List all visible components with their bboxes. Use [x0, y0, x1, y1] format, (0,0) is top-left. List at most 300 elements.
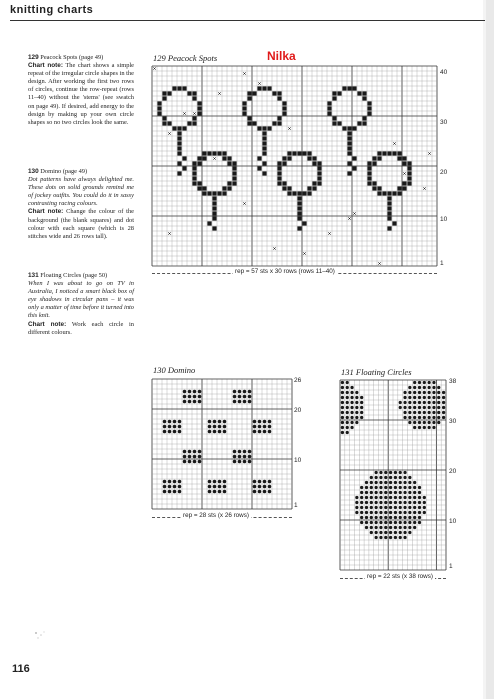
stitch-mark	[277, 176, 281, 180]
dot-stitch	[355, 511, 358, 514]
stitch-mark	[392, 191, 396, 195]
dot-stitch	[233, 450, 237, 454]
dot-stitch	[341, 391, 344, 394]
dot-stitch	[173, 485, 177, 489]
dot-stitch	[374, 501, 377, 504]
dot-stitch	[437, 396, 440, 399]
dot-stitch	[168, 480, 172, 484]
stitch-mark	[192, 176, 196, 180]
dot-stitch	[370, 521, 373, 524]
dot-stitch	[198, 400, 202, 404]
dot-stitch	[413, 426, 416, 429]
dot-stitch	[360, 496, 363, 499]
dot-stitch	[418, 516, 421, 519]
dot-stitch	[178, 425, 182, 429]
dot-stitch	[346, 421, 349, 424]
stitch-mark	[272, 121, 276, 125]
dot-stitch	[350, 396, 353, 399]
peacock-row-label-20: 20	[440, 169, 448, 176]
dot-stitch	[413, 401, 416, 404]
stitch-mark	[297, 201, 301, 205]
dot-stitch	[350, 386, 353, 389]
dot-stitch	[374, 506, 377, 509]
dot-stitch	[346, 401, 349, 404]
dot-stitch	[268, 480, 272, 484]
stitch-mark	[372, 186, 376, 190]
dot-stitch	[370, 501, 373, 504]
stitch-mark	[362, 116, 366, 120]
dot-stitch	[399, 506, 402, 509]
dot-stitch	[188, 455, 192, 459]
dot-stitch	[168, 430, 172, 434]
dot-stitch	[341, 381, 344, 384]
dot-stitch	[198, 455, 202, 459]
dot-stitch	[178, 430, 182, 434]
dot-stitch	[408, 496, 411, 499]
stitch-mark	[297, 211, 301, 215]
dot-stitch	[384, 516, 387, 519]
dot-stitch	[248, 455, 252, 459]
dot-stitch	[418, 491, 421, 494]
dot-stitch	[374, 531, 377, 534]
dot-stitch	[442, 416, 445, 419]
domino-chart-title: 130 Domino	[153, 365, 196, 375]
dot-stitch	[418, 401, 421, 404]
stitch-mark	[192, 171, 196, 175]
stitch-mark	[177, 136, 181, 140]
stitch-mark	[192, 91, 196, 95]
dot-stitch	[408, 386, 411, 389]
dot-stitch	[248, 390, 252, 394]
stitch-mark	[282, 156, 286, 160]
stitch-mark	[302, 191, 306, 195]
stitch-mark	[277, 116, 281, 120]
dot-stitch	[370, 491, 373, 494]
entry-131-intro: When I was about to go on TV in Australia, I noticed a smart black box of eye shadows in circular pans – it was only a matter of time before it turned into this knit.	[28, 280, 134, 320]
stitch-mark	[197, 111, 201, 115]
stitch-mark	[397, 156, 401, 160]
dot-stitch	[268, 420, 272, 424]
dot-stitch	[233, 390, 237, 394]
stitch-mark	[212, 196, 216, 200]
dot-stitch	[263, 430, 267, 434]
stitch-mark	[212, 206, 216, 210]
stitch-mark	[212, 216, 216, 220]
dot-stitch	[432, 401, 435, 404]
stitch-mark	[262, 171, 266, 175]
dot-stitch	[341, 416, 344, 419]
dot-stitch	[418, 521, 421, 524]
dot-stitch	[355, 406, 358, 409]
stitch-mark	[352, 126, 356, 130]
stitch-mark	[162, 96, 166, 100]
dot-stitch	[350, 411, 353, 414]
stitch-mark	[277, 161, 281, 165]
dot-stitch	[408, 526, 411, 529]
dot-stitch	[403, 416, 406, 419]
dot-stitch	[413, 516, 416, 519]
dot-stitch	[355, 421, 358, 424]
stitch-mark	[212, 151, 216, 155]
stitch-mark	[347, 141, 351, 145]
dot-stitch	[370, 476, 373, 479]
stitch-mark	[312, 186, 316, 190]
stitch-mark	[347, 136, 351, 140]
stitch-mark	[267, 126, 271, 130]
stitch-mark	[347, 126, 351, 130]
dot-stitch	[384, 531, 387, 534]
stitch-mark	[312, 156, 316, 160]
dot-stitch	[173, 425, 177, 429]
dot-stitch	[360, 486, 363, 489]
dot-stitch	[408, 421, 411, 424]
dot-stitch	[218, 430, 222, 434]
stitch-mark	[407, 171, 411, 175]
dot-stitch	[423, 396, 426, 399]
dot-stitch	[389, 486, 392, 489]
entry-130-number: 130	[28, 168, 39, 175]
dot-stitch	[370, 496, 373, 499]
dot-stitch	[394, 491, 397, 494]
dot-stitch	[423, 386, 426, 389]
dot-stitch	[413, 396, 416, 399]
stitch-mark	[177, 151, 181, 155]
stitch-mark	[337, 91, 341, 95]
dot-stitch	[403, 521, 406, 524]
dot-stitch	[360, 491, 363, 494]
stitch-mark	[282, 161, 286, 165]
dot-stitch	[384, 501, 387, 504]
stitch-mark	[247, 91, 251, 95]
stitch-mark	[167, 121, 171, 125]
dot-stitch	[408, 481, 411, 484]
stitch-mark	[377, 186, 381, 190]
dot-stitch	[178, 420, 182, 424]
dot-stitch	[394, 511, 397, 514]
dot-stitch	[442, 411, 445, 414]
dot-stitch	[432, 386, 435, 389]
stitch-mark	[257, 126, 261, 130]
stitch-mark	[217, 191, 221, 195]
stitch-mark	[342, 126, 346, 130]
dot-stitch	[243, 455, 247, 459]
entry-129-number: 129	[28, 54, 39, 61]
dot-stitch	[223, 480, 227, 484]
dot-stitch	[183, 400, 187, 404]
dot-stitch	[243, 400, 247, 404]
dot-stitch	[213, 425, 217, 429]
entry-129-note-label: Chart note:	[28, 62, 63, 70]
cross-mark	[153, 67, 156, 70]
dot-stitch	[218, 480, 222, 484]
dot-stitch	[408, 491, 411, 494]
stitch-mark	[182, 126, 186, 130]
dot-stitch	[379, 491, 382, 494]
stitch-mark	[247, 116, 251, 120]
dot-stitch	[355, 416, 358, 419]
stitch-mark	[202, 151, 206, 155]
dot-stitch	[384, 511, 387, 514]
dot-stitch	[365, 506, 368, 509]
dot-stitch	[365, 486, 368, 489]
stitch-mark	[332, 121, 336, 125]
stitch-mark	[177, 86, 181, 90]
dot-stitch	[355, 411, 358, 414]
dot-stitch	[399, 521, 402, 524]
dot-stitch	[360, 511, 363, 514]
stitch-mark	[227, 186, 231, 190]
dot-stitch	[346, 416, 349, 419]
stitch-mark	[277, 96, 281, 100]
peacock-repeat-label: rep = 57 sts x 30 rows (rows 11–40)	[235, 268, 335, 275]
dot-stitch	[218, 485, 222, 489]
stitch-mark	[222, 151, 226, 155]
entry-131-heading	[28, 272, 134, 280]
dot-stitch	[442, 391, 445, 394]
stitch-mark	[382, 191, 386, 195]
dot-stitch	[374, 521, 377, 524]
stitch-mark	[202, 156, 206, 160]
cross-mark	[258, 82, 261, 85]
dot-stitch	[413, 421, 416, 424]
dot-stitch	[198, 460, 202, 464]
dot-stitch	[403, 491, 406, 494]
dot-stitch	[389, 511, 392, 514]
dot-stitch	[408, 396, 411, 399]
stitch-mark	[197, 181, 201, 185]
stitch-mark	[192, 161, 196, 165]
floating-row-label-1: 1	[449, 563, 453, 570]
dot-stitch	[408, 511, 411, 514]
stitch-mark	[257, 86, 261, 90]
dot-stitch	[374, 491, 377, 494]
dot-stitch	[418, 381, 421, 384]
cross-mark	[168, 132, 171, 135]
entry-131-note-body: Work each circle in different colours.	[28, 320, 135, 336]
dot-stitch	[341, 426, 344, 429]
dot-stitch	[168, 425, 172, 429]
dot-stitch	[248, 395, 252, 399]
dot-stitch	[399, 481, 402, 484]
stitch-mark	[197, 106, 201, 110]
dot-stitch	[432, 416, 435, 419]
dot-stitch	[233, 455, 237, 459]
dot-stitch	[193, 450, 197, 454]
dot-stitch	[183, 395, 187, 399]
dot-stitch	[379, 526, 382, 529]
dot-stitch	[346, 386, 349, 389]
dot-stitch	[408, 521, 411, 524]
entry-131-title: Floating Circles (page 50)	[40, 272, 108, 279]
stitch-mark	[187, 121, 191, 125]
peacock-row-label-30: 30	[440, 119, 448, 126]
dot-stitch	[389, 471, 392, 474]
stitch-mark	[397, 151, 401, 155]
stitch-mark	[332, 116, 336, 120]
entry-129-note	[28, 62, 134, 127]
dot-stitch	[389, 491, 392, 494]
dot-stitch	[360, 401, 363, 404]
stitch-mark	[162, 116, 166, 120]
dot-stitch	[403, 511, 406, 514]
domino-row-label-10: 10	[294, 457, 302, 464]
stitch-mark	[242, 106, 246, 110]
dot-stitch	[208, 480, 212, 484]
entry-130-title: Domino (page 49)	[40, 168, 88, 175]
dot-stitch	[238, 460, 242, 464]
dot-stitch	[360, 506, 363, 509]
stitch-mark	[407, 161, 411, 165]
dot-stitch	[389, 521, 392, 524]
stitch-mark	[267, 86, 271, 90]
stitch-mark	[317, 176, 321, 180]
peacock-row-label-40: 40	[440, 69, 448, 76]
dot-stitch	[263, 480, 267, 484]
dot-stitch	[365, 481, 368, 484]
dot-stitch	[193, 395, 197, 399]
cross-mark	[193, 112, 196, 115]
dot-stitch	[427, 416, 430, 419]
dot-stitch	[243, 395, 247, 399]
peacock-row-label-1: 1	[440, 260, 444, 267]
dot-stitch	[350, 406, 353, 409]
dot-stitch	[263, 425, 267, 429]
dot-stitch	[437, 406, 440, 409]
page-edge	[486, 0, 494, 699]
dot-stitch	[413, 486, 416, 489]
dot-stitch	[384, 491, 387, 494]
dot-stitch	[263, 490, 267, 494]
stitch-mark	[197, 161, 201, 165]
stitch-mark	[177, 161, 181, 165]
stitch-mark	[172, 126, 176, 130]
stitch-mark	[177, 126, 181, 130]
dot-stitch	[173, 480, 177, 484]
stitch-mark	[347, 86, 351, 90]
stitch-mark	[362, 91, 366, 95]
dot-stitch	[427, 411, 430, 414]
stitch-mark	[232, 176, 236, 180]
dot-stitch	[208, 430, 212, 434]
stitch-mark	[192, 181, 196, 185]
dot-stitch	[355, 506, 358, 509]
stitch-mark	[227, 161, 231, 165]
stitch-mark	[192, 116, 196, 120]
dot-stitch	[350, 401, 353, 404]
stitch-mark	[297, 216, 301, 220]
dot-stitch	[427, 381, 430, 384]
dot-stitch	[408, 476, 411, 479]
stitch-mark	[277, 166, 281, 170]
stitch-mark	[297, 226, 301, 230]
dot-stitch	[427, 406, 430, 409]
dot-stitch	[413, 406, 416, 409]
domino-row-label-26: 26	[294, 377, 302, 384]
domino-repeat-label: rep = 28 sts (x 26 rows)	[183, 512, 249, 519]
dot-stitch	[178, 480, 182, 484]
dot-stitch	[346, 431, 349, 434]
floating-row-label-10: 10	[449, 518, 457, 525]
dot-stitch	[208, 420, 212, 424]
dot-stitch	[418, 506, 421, 509]
dot-stitch	[374, 496, 377, 499]
stitch-mark	[332, 91, 336, 95]
dot-stitch	[379, 536, 382, 539]
cross-mark	[328, 232, 331, 235]
stitch-mark	[277, 181, 281, 185]
dot-stitch	[208, 485, 212, 489]
dot-stitch	[437, 391, 440, 394]
dot-stitch	[243, 450, 247, 454]
stitch-mark	[177, 141, 181, 145]
cross-mark	[213, 157, 216, 160]
floating-row-label-30: 30	[449, 418, 457, 425]
dot-stitch	[432, 411, 435, 414]
stitch-mark	[397, 191, 401, 195]
dot-stitch	[399, 516, 402, 519]
dot-stitch	[384, 481, 387, 484]
cross-mark	[218, 92, 221, 95]
dot-stitch	[233, 400, 237, 404]
dot-stitch	[258, 420, 262, 424]
dot-stitch	[389, 526, 392, 529]
dot-stitch	[403, 496, 406, 499]
dot-stitch	[399, 536, 402, 539]
dot-stitch	[355, 396, 358, 399]
stitch-mark	[397, 186, 401, 190]
stitch-mark	[197, 101, 201, 105]
entry-129-note-body: The chart shows a simple repeat of the irregular circle shapes in the design. After working the first two rows of circles, continue the row-repeat (rows 11–40) without the 'stems' (see swatch on page 49). If desired, add energy to the design by making up your own circle shapes so no two circles look the same.	[28, 62, 134, 126]
dot-stitch	[394, 476, 397, 479]
dot-stitch	[168, 490, 172, 494]
dot-stitch	[394, 526, 397, 529]
dot-stitch	[403, 391, 406, 394]
stitch-mark	[192, 121, 196, 125]
dot-stitch	[360, 411, 363, 414]
dot-stitch	[403, 486, 406, 489]
dot-stitch	[423, 381, 426, 384]
stitch-mark	[257, 156, 261, 160]
dot-stitch	[341, 411, 344, 414]
floating-chart-grid	[340, 380, 446, 570]
dot-stitch	[268, 430, 272, 434]
dot-stitch	[370, 531, 373, 534]
dot-stitch	[223, 485, 227, 489]
stitch-mark	[317, 166, 321, 170]
dot-stitch	[399, 501, 402, 504]
stitch-mark	[262, 126, 266, 130]
dot-stitch	[379, 486, 382, 489]
stitch-mark	[317, 161, 321, 165]
dot-stitch	[253, 485, 257, 489]
cross-mark	[428, 152, 431, 155]
stitch-mark	[352, 156, 356, 160]
dot-stitch	[384, 471, 387, 474]
dot-stitch	[163, 485, 167, 489]
dot-stitch	[355, 391, 358, 394]
dot-stitch	[379, 471, 382, 474]
dot-stitch	[365, 491, 368, 494]
entry-130-note-label: Chart note:	[28, 208, 64, 216]
stitch-mark	[302, 221, 306, 225]
dot-stitch	[370, 486, 373, 489]
dot-stitch	[423, 506, 426, 509]
stitch-mark	[277, 91, 281, 95]
stitch-mark	[387, 216, 391, 220]
stitch-mark	[232, 171, 236, 175]
dot-stitch	[268, 490, 272, 494]
stitch-mark	[297, 206, 301, 210]
